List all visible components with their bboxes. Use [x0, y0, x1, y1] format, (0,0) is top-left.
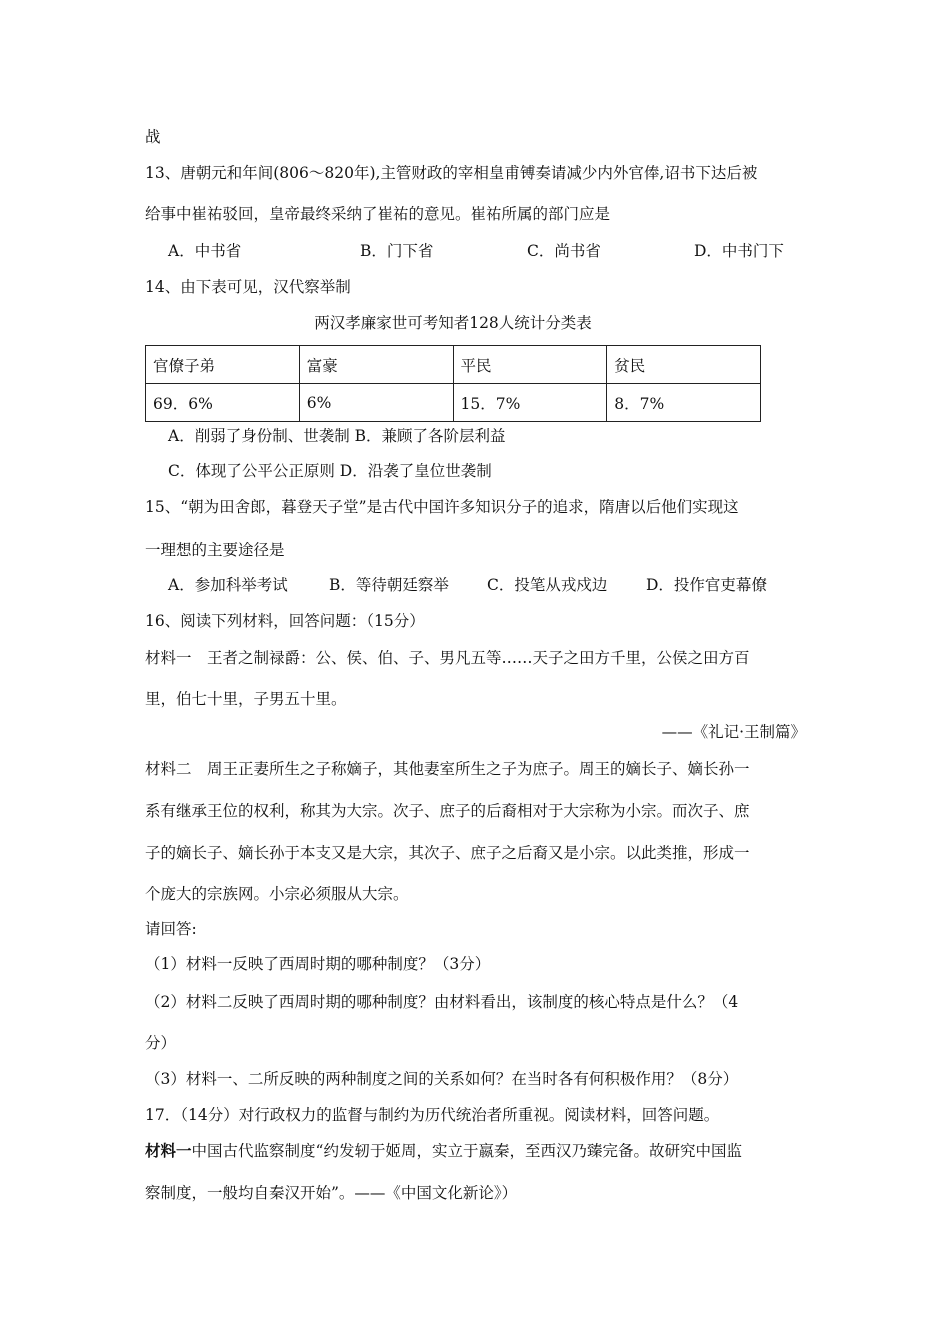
q15-option-b: B．等待朝廷察举	[329, 576, 449, 594]
question-16-text: 16、阅读下列材料，回答问题：（15分）	[145, 612, 425, 630]
question-17-text: 17．（14分）对行政权力的监督与制约为历代统治者所重视。阅读材料，回答问题。	[145, 1106, 720, 1124]
statistics-table	[145, 345, 761, 422]
q13-option-c: C．尚书省	[527, 242, 601, 260]
table-header-row	[146, 346, 761, 384]
q17-material-1-label: 材料一	[145, 1141, 192, 1160]
table-row	[146, 384, 761, 422]
material-1-text: 材料一 王者之制禄爵：公、侯、伯、子、男凡五等……天子之田方千里，公侯之田方百	[145, 649, 750, 667]
text-line: 战	[145, 128, 161, 146]
q13-option-d: D．中书门下	[694, 242, 784, 260]
table-cell: 15．7%	[453, 384, 607, 422]
table-header-cell: 贫民	[607, 346, 761, 384]
table-header-cell: 富豪	[299, 346, 453, 384]
q13-option-b: B．门下省	[360, 242, 434, 260]
question-15-text: 15、“朝为田舍郎，暮登天子堂”是古代中国许多知识分子的追求，隋唐以后他们实现这	[145, 498, 739, 516]
sub-question-3: （3）材料一、二所反映的两种制度之间的关系如何？在当时各有何积极作用？（8分）	[145, 1070, 739, 1088]
question-13-text-cont: 给事中崔祐驳回，皇帝最终采纳了崔祐的意见。崔祐所属的部门应是	[145, 205, 611, 223]
material-1-source: ——《礼记·王制篇》	[661, 723, 806, 741]
q17-material-1	[145, 1141, 742, 1161]
table-cell: 69．6%	[146, 384, 300, 422]
material-1-text-cont: 里，伯七十里，子男五十里。	[145, 690, 347, 708]
question-14-text: 14、由下表可见，汉代察举制	[145, 278, 351, 296]
q17-material-1-text: 中国古代监察制度“约发轫于姬周，实立于嬴秦，至西汉乃臻完备。故研究中国监	[191, 1142, 742, 1160]
please-answer-label: 请回答:	[145, 920, 197, 938]
table-header-cell: 官僚子弟	[146, 346, 300, 384]
table-header-cell: 平民	[453, 346, 607, 384]
q15-option-d: D．投作官吏幕僚	[646, 576, 767, 594]
q14-options-cd: C．体现了公平公正原则 D．沿袭了皇位世袭制	[168, 462, 492, 480]
table-caption: 两汉孝廉家世可考知者128人统计分类表	[314, 314, 592, 332]
sub-question-2-cont: 分）	[145, 1034, 177, 1052]
q15-option-a: A．参加科举考试	[168, 576, 288, 594]
table-cell: 8．7%	[607, 384, 761, 422]
question-13-text: 13、唐朝元和年间(806～820年),主管财政的宰相皇甫镈奏请减少内外官俸,诏书下达后被	[145, 164, 758, 182]
q17-material-1-cont: 察制度，一般均自秦汉开始”。——《中国文化新论》）	[145, 1184, 518, 1202]
q15-option-c: C．投笔从戎戍边	[487, 576, 608, 594]
q13-option-a: A．中书省	[168, 242, 242, 260]
table-cell: 6%	[299, 384, 453, 422]
question-15-text-cont: 一理想的主要途径是	[145, 541, 285, 559]
material-2-text-cont: 子的嫡长子、嫡长孙于本支又是大宗，其次子、庶子之后裔又是小宗。以此类推，形成一	[145, 844, 750, 862]
material-2-text-cont: 系有继承王位的权利，称其为大宗。次子、庶子的后裔相对于大宗称为小宗。而次子、庶	[145, 802, 750, 820]
material-2-text-cont: 个庞大的宗族网。小宗必须服从大宗。	[145, 885, 409, 903]
q14-options-ab: A．削弱了身份制、世袭制 B．兼顾了各阶层利益	[168, 427, 506, 445]
sub-question-2: （2）材料二反映了西周时期的哪种制度？由材料看出，该制度的核心特点是什么？（4	[145, 993, 739, 1011]
material-2-text: 材料二 周王正妻所生之子称嫡子，其他妻室所生之子为庶子。周王的嫡长子、嫡长孙一	[145, 760, 750, 778]
sub-question-1: （1）材料一反映了西周时期的哪种制度？（3分）	[145, 955, 491, 973]
